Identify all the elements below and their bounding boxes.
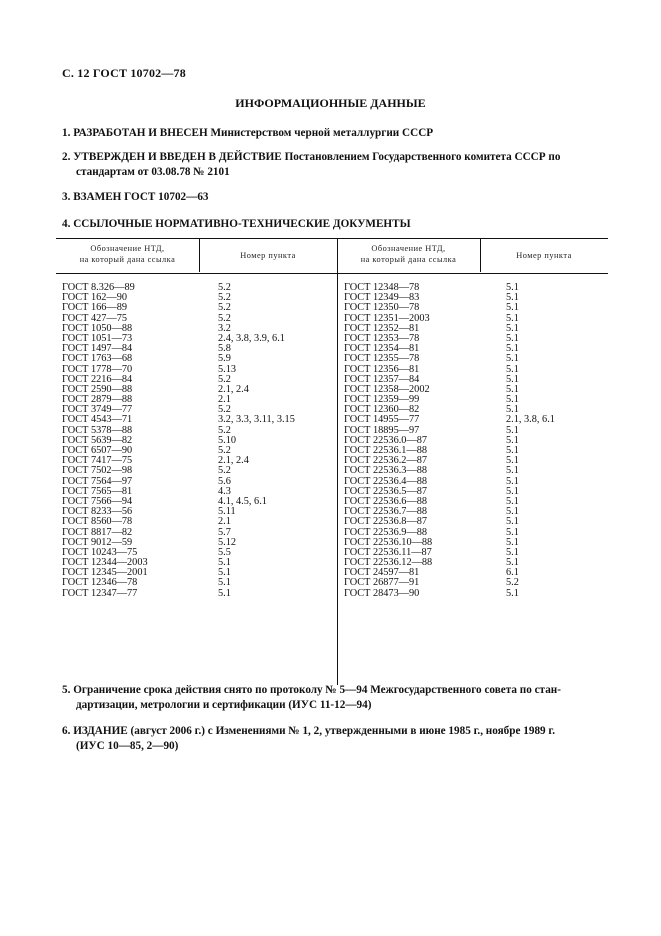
table-cell-designation: ГОСТ 22536.0—87 — [344, 434, 428, 446]
table-cell-designation: ГОСТ 1497—84 — [62, 343, 133, 355]
table-cell-clause: 5.1 — [506, 485, 519, 497]
left-docs-column — [62, 283, 148, 599]
table-cell-clause: 5.2 — [506, 577, 519, 589]
table-cell-clause: 2.1 — [218, 394, 231, 406]
item-approved — [62, 150, 610, 180]
table-cell-designation: ГОСТ 22536.12—88 — [344, 557, 433, 569]
table-cell-clause: 5.1 — [506, 536, 519, 548]
table-cell-designation: ГОСТ 22536.8—87 — [344, 516, 428, 528]
table-cell-clause: 5.1 — [506, 373, 519, 385]
table-cell-designation: ГОСТ 10243—75 — [62, 546, 138, 558]
item-lead: УТВЕРЖДЕН И ВВЕДЕН В ДЕЙСТВИЕ — [73, 151, 282, 163]
table-cell-designation: ГОСТ 8.326—89 — [62, 282, 135, 293]
table-cell-designation: ГОСТ 162—90 — [62, 292, 128, 304]
table-cell-designation: ГОСТ 12357—84 — [344, 373, 420, 385]
page-header: С. 12 ГОСТ 10702—78 — [62, 66, 186, 80]
table-cell-clause: 3.2 — [218, 322, 231, 334]
table-cell-designation: ГОСТ 7565—81 — [62, 485, 133, 497]
table-cell-designation: ГОСТ 1778—70 — [62, 363, 133, 375]
table-cell-designation: ГОСТ 5639—82 — [62, 434, 133, 446]
table-cell-clause: 5.1 — [506, 526, 519, 538]
table-cell-designation: ГОСТ 12358—2002 — [344, 383, 430, 395]
item-text: ИЗДАНИЕ (август 2006 г.) с Изменениями № 1, 2, утвержденными в июне 1985 г., ноябре 1989 г. — [73, 725, 556, 737]
header-line: на который дана ссылка — [360, 255, 457, 264]
table-cell-clause: 5.1 — [506, 363, 519, 375]
table-cell-designation: ГОСТ 7566—94 — [62, 495, 133, 507]
item-validity — [62, 683, 610, 713]
table-cell-clause: 6.1 — [506, 567, 519, 579]
table-cell-designation: ГОСТ 12350—78 — [344, 302, 420, 314]
table-cell-clause: 5.2 — [218, 424, 231, 436]
table-cell-clause: 5.11 — [218, 506, 236, 518]
table-cell-clause: 5.1 — [506, 353, 519, 365]
table-cell-clause: 5.1 — [506, 302, 519, 314]
table-cell-clause: 2.1, 3.8, 6.1 — [506, 414, 555, 426]
table-cell-clause: 5.7 — [218, 526, 231, 538]
header-line: Обозначение НТД, — [90, 244, 165, 253]
table-cell-clause: 5.1 — [506, 292, 519, 304]
header-clause-right: Номер пункта — [516, 251, 572, 260]
table-cell-clause: 5.1 — [218, 557, 231, 569]
header-clause-left: Номер пункта — [240, 251, 296, 260]
item-replaces — [62, 190, 610, 205]
table-cell-clause: 2.1, 2.4 — [218, 455, 249, 467]
table-cell-clause: 5.1 — [506, 322, 519, 334]
header-designation-right — [337, 243, 480, 265]
table-cell-clause: 5.2 — [218, 445, 231, 456]
table-cell-designation: ГОСТ 12360—82 — [344, 404, 420, 416]
table-cell-clause: 5.1 — [218, 577, 231, 589]
item-number: 1. — [62, 127, 71, 139]
table-cell-designation: ГОСТ 22536.10—88 — [344, 536, 433, 548]
table-cell-clause: 5.1 — [506, 312, 519, 324]
header-designation-left — [56, 243, 199, 265]
table-cell-clause: 5.1 — [506, 445, 519, 456]
item-developed-by — [62, 126, 610, 141]
item-number: 4. — [62, 218, 71, 230]
table-cell-designation: ГОСТ 22536.6—88 — [344, 495, 428, 507]
right-docs-column — [344, 283, 432, 599]
item-number: 3. — [62, 191, 71, 203]
table-cell-designation: ГОСТ 8560—78 — [62, 516, 133, 528]
item-number: 6. — [62, 725, 71, 737]
table-cell-designation: ГОСТ 5378—88 — [62, 424, 133, 436]
table-cell-designation: ГОСТ 1763—68 — [62, 353, 133, 365]
table-cell-clause: 5.1 — [218, 587, 231, 599]
item-text: Ограничение срока действия снято по протоколу № 5—94 Межгосударственного совета по стан- — [73, 684, 561, 696]
item-number: 5. — [62, 684, 71, 696]
table-cell-designation: ГОСТ 12346—78 — [62, 577, 138, 589]
table-cell-clause: 4.3 — [218, 485, 231, 497]
table-cell-clause: 5.8 — [218, 343, 231, 355]
table-cell-clause: 5.2 — [218, 373, 231, 385]
table-cell-clause: 5.1 — [506, 394, 519, 406]
table-cell-clause: 5.1 — [506, 282, 519, 293]
table-cell-clause: 5.2 — [218, 465, 231, 477]
header-line: на который дана ссылка — [79, 255, 176, 264]
table-cell-designation: ГОСТ 22536.7—88 — [344, 506, 428, 518]
item-text-continued: (ИУС 10—85, 2—90) — [76, 740, 179, 752]
table-cell-designation: ГОСТ 9012—59 — [62, 536, 133, 548]
table-cell-designation: ГОСТ 22536.2—87 — [344, 455, 428, 467]
table-cell-designation: ГОСТ 12352—81 — [344, 322, 420, 334]
table-cell-designation: ГОСТ 12345—2001 — [62, 567, 148, 579]
item-number: 2. — [62, 151, 71, 163]
table-cell-designation: ГОСТ 1050—88 — [62, 322, 133, 334]
table-cell-designation: ГОСТ 12347—77 — [62, 587, 138, 599]
table-cell-clause: 5.9 — [218, 353, 231, 365]
table-cell-designation: ГОСТ 26877—91 — [344, 577, 420, 589]
table-cell-clause: 5.1 — [506, 343, 519, 355]
item-references-heading — [62, 217, 610, 232]
table-cell-designation: ГОСТ 7417—75 — [62, 455, 133, 467]
item-text-continued: дартизации, метрологии и сертификации (ИУС 11-12—94) — [76, 699, 372, 711]
table-cell-designation: ГОСТ 22536.1—88 — [344, 445, 428, 456]
table-cell-clause: 5.5 — [218, 546, 231, 558]
table-cell-clause: 5.1 — [506, 506, 519, 518]
table-cell-clause: 5.2 — [218, 292, 231, 304]
table-cell-designation: ГОСТ 8233—56 — [62, 506, 133, 518]
table-cell-clause: 5.2 — [218, 404, 231, 416]
table-cell-designation: ГОСТ 12356—81 — [344, 363, 420, 375]
table-cell-designation: ГОСТ 2216—84 — [62, 373, 133, 385]
right-clauses-column — [506, 283, 555, 599]
table-cell-clause: 5.1 — [506, 455, 519, 467]
table-cell-clause: 5.1 — [506, 465, 519, 477]
table-cell-clause: 5.2 — [218, 302, 231, 314]
table-cell-clause: 5.1 — [506, 546, 519, 558]
table-cell-clause: 3.2, 3.3, 3.11, 3.15 — [218, 414, 295, 426]
table-cell-designation: ГОСТ 7502—98 — [62, 465, 133, 477]
table-cell-clause: 5.10 — [218, 434, 237, 446]
table-cell-designation: ГОСТ 12344—2003 — [62, 557, 148, 569]
table-cell-designation: ГОСТ 166—89 — [62, 302, 128, 314]
item-text-continued: стандартам от 03.08.78 № 2101 — [76, 166, 230, 178]
table-cell-clause: 5.1 — [506, 475, 519, 487]
table-cell-clause: 5.1 — [506, 434, 519, 446]
table-cell-designation: ГОСТ 2590—88 — [62, 383, 133, 395]
table-cell-designation: ГОСТ 22536.4—88 — [344, 475, 428, 487]
table-cell-clause: 5.13 — [218, 363, 237, 375]
table-cell-designation: ГОСТ 22536.9—88 — [344, 526, 428, 538]
table-cell-clause: 2.1, 2.4 — [218, 383, 249, 395]
table-cell-designation: ГОСТ 18895—97 — [344, 424, 420, 436]
table-cell-designation: ГОСТ 12353—78 — [344, 332, 420, 344]
table-cell-clause: 5.1 — [506, 516, 519, 528]
item-text: ССЫЛОЧНЫЕ НОРМАТИВНО-ТЕХНИЧЕСКИЕ ДОКУМЕНТЫ — [73, 218, 411, 230]
item-text: ВЗАМЕН ГОСТ 10702—63 — [73, 191, 209, 203]
item-edition — [62, 724, 610, 754]
table-cell-clause: 5.1 — [506, 332, 519, 344]
page-title: ИНФОРМАЦИОННЫЕ ДАННЫЕ — [235, 96, 426, 110]
table-cell-designation: ГОСТ 22536.11—87 — [344, 546, 432, 558]
table-cell-clause: 5.2 — [218, 282, 231, 293]
table-cell-designation: ГОСТ 12348—78 — [344, 282, 420, 293]
table-cell-designation: ГОСТ 12359—99 — [344, 394, 420, 406]
table-cell-designation: ГОСТ 2879—88 — [62, 394, 133, 406]
column-divider — [337, 238, 338, 685]
table-cell-clause: 5.12 — [218, 536, 237, 548]
table-cell-clause: 4.1, 4.5, 6.1 — [218, 495, 267, 507]
table-cell-clause: 5.1 — [506, 495, 519, 507]
item-text: Постановлением Государственного комитета СССР по — [284, 151, 561, 163]
table-cell-designation: ГОСТ 14955—77 — [344, 414, 420, 426]
table-cell-designation: ГОСТ 12349—83 — [344, 292, 420, 304]
header-line: Обозначение НТД, — [371, 244, 446, 253]
table-cell-clause: 5.1 — [506, 557, 519, 569]
table-cell-designation: ГОСТ 4543—71 — [62, 414, 133, 426]
table-cell-clause: 5.1 — [506, 404, 519, 416]
table-cell-designation: ГОСТ 8817—82 — [62, 526, 133, 538]
table-cell-clause: 2.1 — [218, 516, 231, 528]
table-cell-clause: 5.2 — [218, 312, 231, 324]
table-cell-designation: ГОСТ 12354—81 — [344, 343, 420, 355]
references-table — [56, 238, 608, 685]
table-cell-designation: ГОСТ 22536.5—87 — [344, 485, 428, 497]
table-cell-designation: ГОСТ 7564—97 — [62, 475, 133, 487]
table-cell-designation: ГОСТ 28473—90 — [344, 587, 420, 599]
item-text: РАЗРАБОТАН И ВНЕСЕН Министерством черной металлургии СССР — [73, 127, 434, 139]
table-cell-designation: ГОСТ 6507—90 — [62, 445, 133, 456]
table-cell-designation: ГОСТ 12355—78 — [344, 353, 420, 365]
table-cell-designation: ГОСТ 24597—81 — [344, 567, 420, 579]
table-cell-designation: ГОСТ 22536.3—88 — [344, 465, 428, 477]
table-cell-designation: ГОСТ 12351—2003 — [344, 312, 430, 324]
table-cell-designation: ГОСТ 1051—73 — [62, 332, 133, 344]
table-cell-clause: 5.1 — [506, 424, 519, 436]
table-cell-clause: 2.4, 3.8, 3.9, 6.1 — [218, 332, 285, 344]
table-cell-designation: ГОСТ 427—75 — [62, 312, 128, 324]
left-clauses-column — [218, 283, 295, 599]
table-cell-clause: 5.1 — [506, 383, 519, 395]
table-cell-clause: 5.1 — [218, 567, 231, 579]
table-cell-clause: 5.1 — [506, 587, 519, 599]
table-cell-clause: 5.6 — [218, 475, 231, 487]
table-cell-designation: ГОСТ 3749—77 — [62, 404, 133, 416]
